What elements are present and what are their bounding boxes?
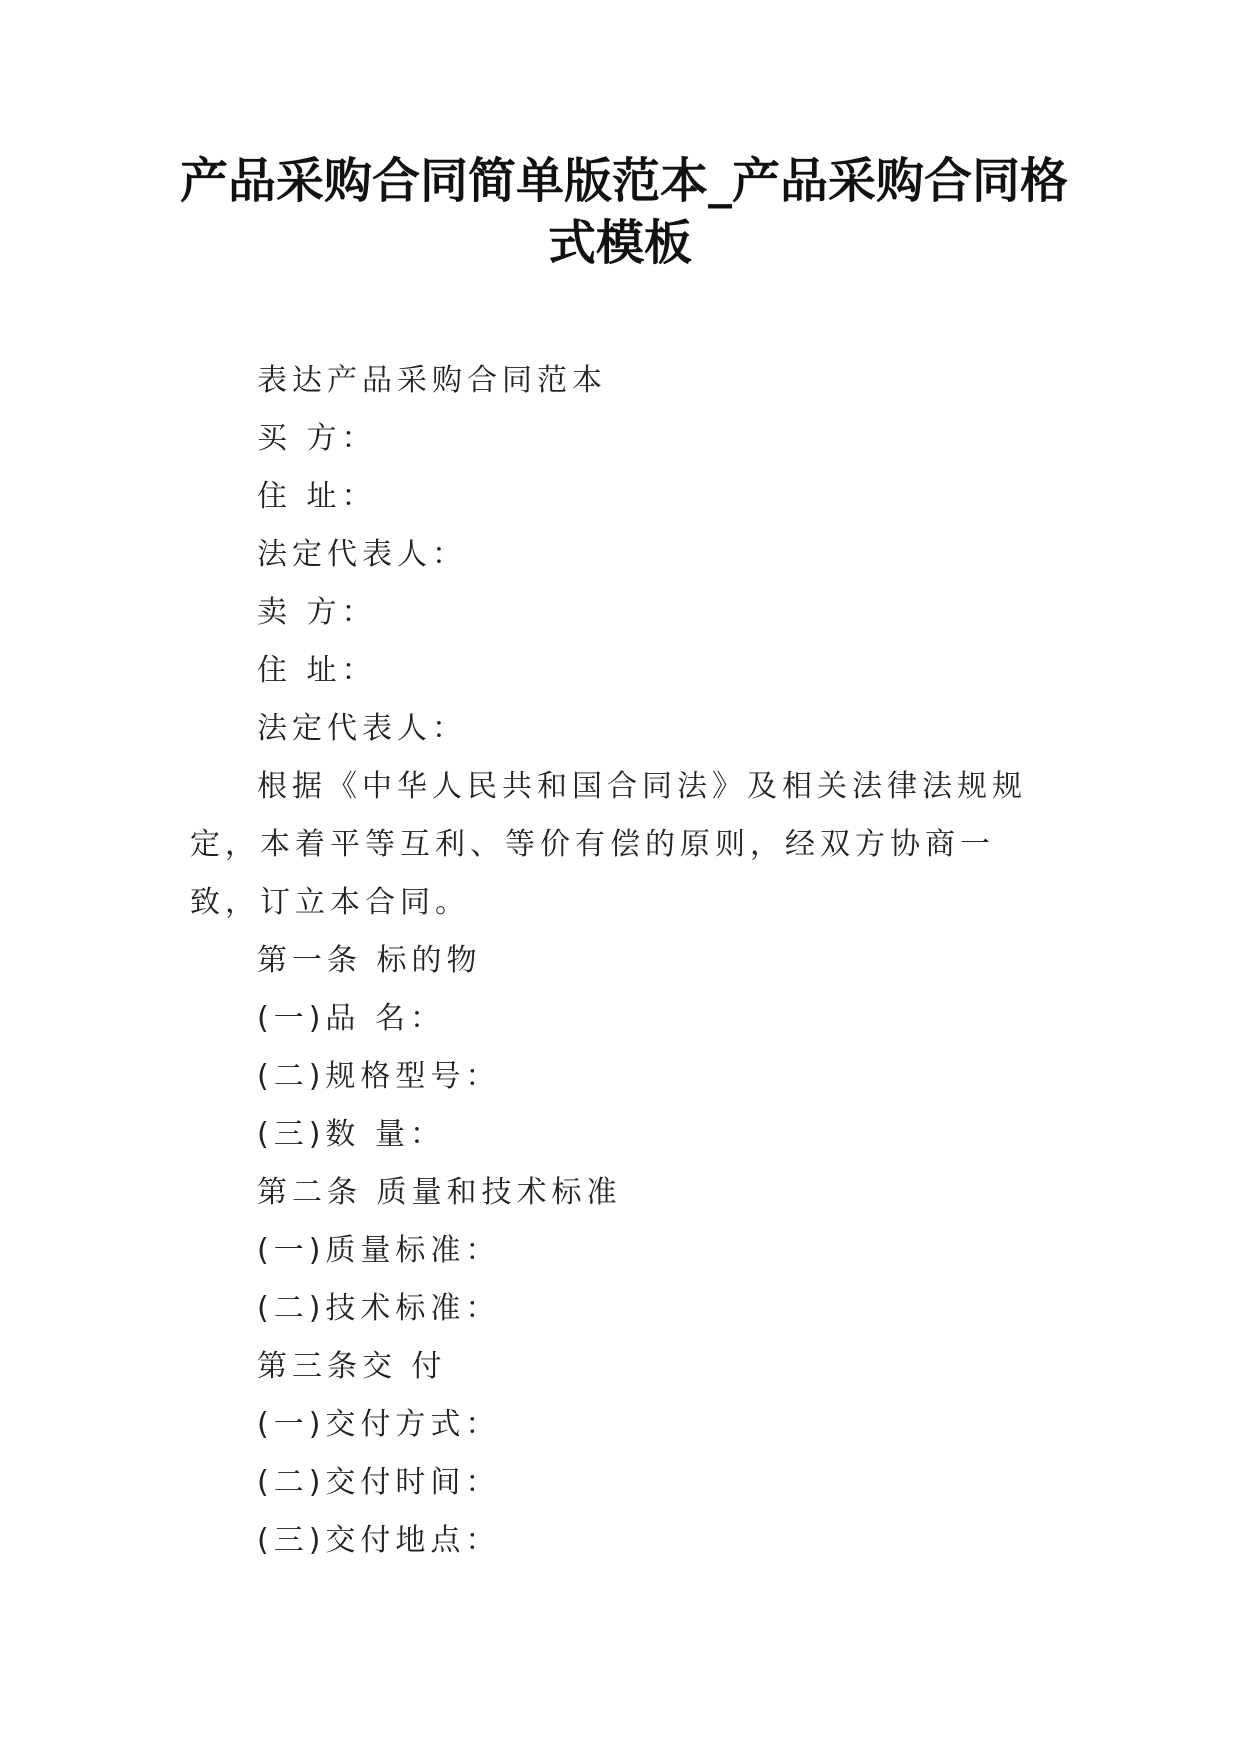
- clause-3-heading: 第三条交 付: [257, 1349, 447, 1384]
- clause-2-heading: 第二条 质量和技术标准: [257, 1175, 622, 1210]
- clause-1-heading: 第一条 标的物: [257, 943, 482, 978]
- seller-representative-label: 法定代表人：: [257, 711, 467, 746]
- title-line-2: 式模板: [547, 215, 692, 271]
- title-line-1: 产品采购合同简单版范本_产品采购合同格: [180, 153, 1069, 209]
- clause-3-item-place: (三)交付地点：: [257, 1523, 501, 1558]
- clause-1-item-quantity: (三)数 量：: [257, 1117, 445, 1152]
- seller-label: 卖 方：: [257, 595, 377, 630]
- clause-1-item-name: (一)品 名：: [257, 1001, 445, 1036]
- buyer-address-label: 住 址：: [257, 479, 377, 514]
- clause-2-item-quality: (一)质量标准：: [257, 1233, 501, 1268]
- clause-1-item-spec: (二)规格型号：: [257, 1059, 501, 1094]
- document-title: [180, 150, 1069, 274]
- buyer-representative-label: 法定代表人：: [257, 537, 467, 572]
- document-body: [190, 352, 1070, 1570]
- preamble-paragraph: 根据《中华人民共和国合同法》及相关法律法规规定，本着平等互利、等价有偿的原则，经双方协商一致，订立本合同。: [190, 769, 1027, 920]
- clause-3-item-method: (一)交付方式：: [257, 1407, 501, 1442]
- subtitle-line: 表达产品采购合同范本: [257, 363, 607, 398]
- seller-address-label: 住 址：: [257, 653, 377, 688]
- buyer-label: 买 方：: [257, 421, 377, 456]
- clause-2-item-technical: (二)技术标准：: [257, 1291, 501, 1326]
- clause-3-item-time: (二)交付时间：: [257, 1465, 501, 1500]
